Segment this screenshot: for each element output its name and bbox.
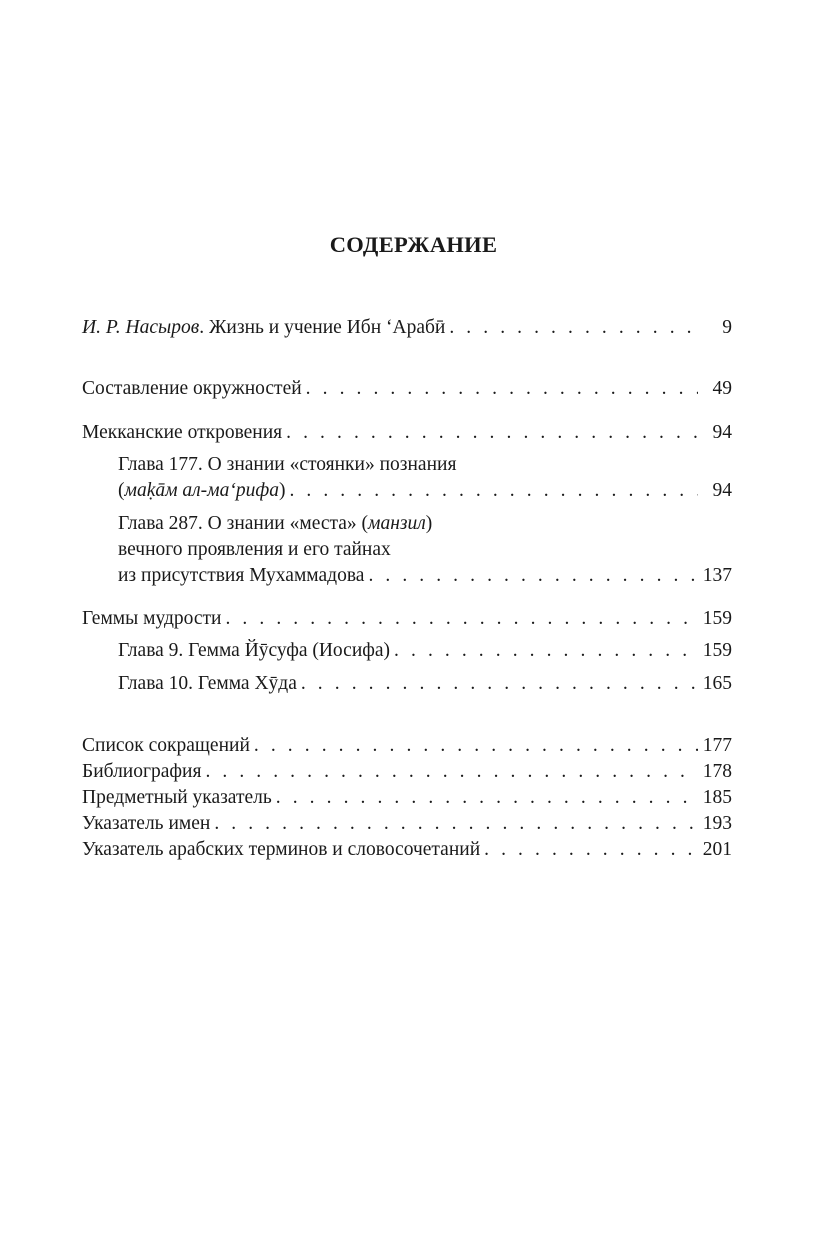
dot-leader (484, 837, 698, 863)
dot-leader (301, 671, 698, 697)
toc-page-number: 178 (702, 761, 732, 782)
toc-page-number: 177 (702, 735, 732, 756)
toc-entry-glava-177[interactable]: Глава 177. О знании «стоянки» познания (маḳāм ал-ма‘рифа) . . . 94 (118, 452, 732, 504)
dot-leader (276, 785, 698, 811)
toc-page-number: 9 (722, 317, 732, 338)
dot-leader (449, 315, 698, 341)
toc-page-number: 49 (712, 378, 732, 399)
toc-entry-title: Глава 287. О знании «места» (манзил) (118, 513, 433, 534)
toc-entry-title: Глава 10. Гемма Хӯда (118, 673, 297, 694)
toc-entry-title: Список сокращений (82, 735, 250, 756)
toc-author: И. Р. Насыров (82, 317, 200, 338)
toc-page-number: 193 (702, 813, 732, 834)
toc-page-number: 94 (712, 422, 732, 443)
dot-leader (286, 420, 698, 446)
toc-page-number: 165 (702, 673, 732, 694)
toc-entry-glava-287[interactable] (118, 511, 732, 589)
toc-entry-glava-9[interactable] (118, 638, 732, 664)
toc-entry-okruzhnosti[interactable] (82, 376, 732, 402)
toc-page-number: 185 (702, 787, 732, 808)
arabic-term: маḳāм ал-ма‘рифа (124, 480, 279, 501)
dot-leader (394, 638, 698, 664)
dot-leader (368, 563, 698, 589)
toc-entry-title: Составление окружностей (82, 378, 302, 399)
toc-entry-glava-10[interactable] (118, 671, 732, 697)
toc-entry-title: Глава 177. О знании «стоянки» познания (118, 454, 457, 475)
dot-leader (214, 811, 698, 837)
dot-leader (225, 606, 698, 632)
toc-page-number: 159 (702, 608, 732, 629)
toc-entry-title: Предметный указатель (82, 787, 272, 808)
toc-entry-title: Глава 9. Гемма Йӯсуфа (Иосифа) (118, 640, 391, 661)
dot-leader (289, 478, 698, 504)
toc-entry-imen[interactable] (82, 811, 732, 837)
toc-entry-title: Геммы мудрости (82, 608, 222, 629)
toc-entry-title-cont: из присутствия Мухаммадова (118, 565, 365, 586)
toc-entry-title: Библиография (82, 761, 202, 782)
toc-page-number: 159 (702, 640, 732, 661)
toc-entry-title: Мекканские откровения (82, 422, 283, 443)
toc-entry-spisok[interactable] (82, 733, 732, 759)
page-title: СОДЕРЖАНИЕ (329, 232, 498, 257)
toc-entry-bibliografiya[interactable] (82, 759, 732, 785)
toc-entry-title-cont: вечного проявления и его тайнах (118, 539, 391, 560)
arabic-term: манзил (368, 513, 426, 534)
toc-entry-predmetnyi[interactable] (82, 785, 732, 811)
toc-page-number: 94 (712, 480, 732, 501)
toc-page-number: 201 (702, 839, 732, 860)
toc-page-number: 137 (702, 565, 732, 586)
toc-entry-title: Указатель арабских терминов и словосочетаний (82, 839, 481, 860)
toc-entry-arabskih[interactable] (82, 837, 732, 863)
toc-entry-mekkanskie[interactable] (82, 420, 732, 446)
dot-leader (205, 759, 698, 785)
toc-entry-nasyrov[interactable] (82, 315, 732, 341)
dot-leader (254, 733, 698, 759)
toc-entry-title: Указатель имен (82, 813, 211, 834)
toc-entry-gemmy[interactable] (82, 606, 732, 632)
toc-entry-title: . Жизнь и учение Ибн ‘Арабӣ (199, 317, 446, 338)
dot-leader (306, 376, 698, 402)
